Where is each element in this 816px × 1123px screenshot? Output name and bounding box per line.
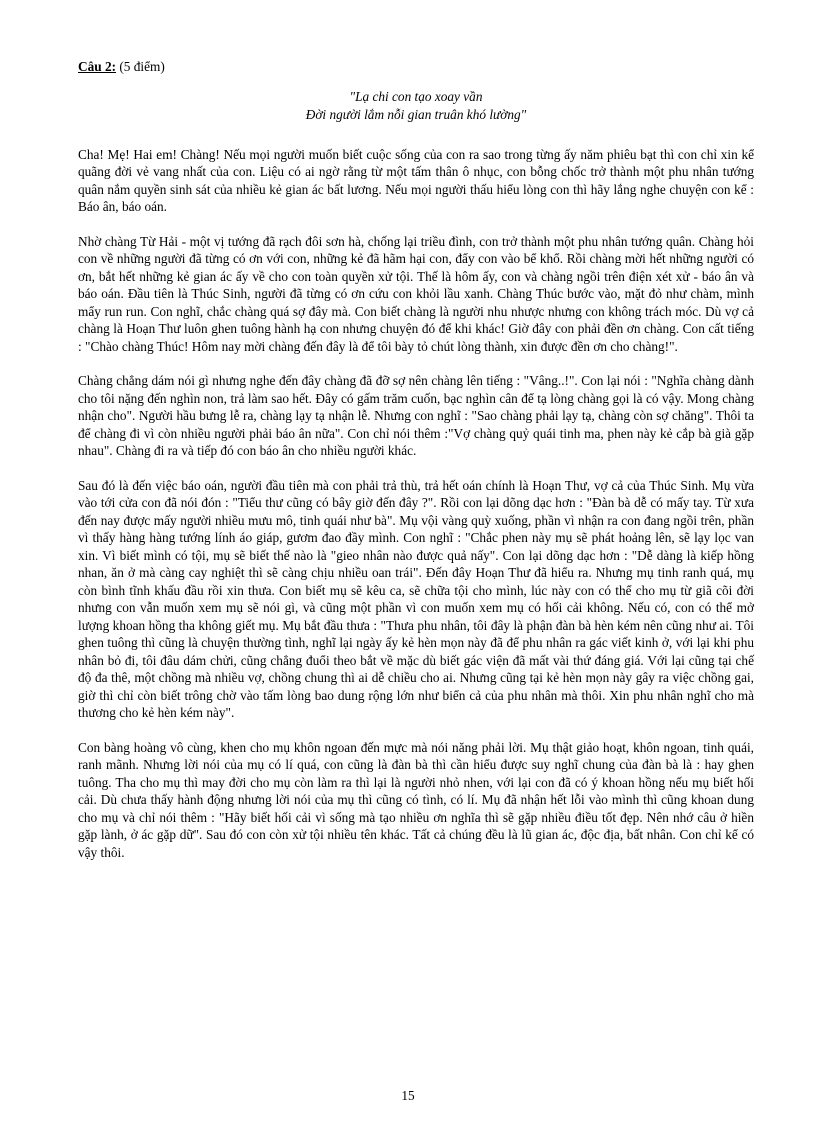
epigraph-line: "Lạ chi con tạo xoay vần <box>349 88 483 104</box>
body-paragraph: Con bàng hoàng vô cùng, khen cho mụ khôn ngoan đến mực mà nói năng phải lời. Mụ thật giảo hoạt, khôn ngoan, tinh quái, ranh mãnh. Nhưng lời nói của mụ có lí quá, con cũng là đàn bà thì cần hiểu được suy nghĩ chung của đàn bà là : hay ghen tuông. Tha cho mụ thì may đời cho mụ còn làm ra thì lại là người nhỏ nhen, với lại con đã có ý khoan hồng nếu mụ biết hối cải. Dù chưa thấy hành động nhưng lời nói của mụ thì cũng có tình, có lí. Mụ đã nhận hết lỗi vào mình thì cũng khoan dung cho mụ và chỉ nói thêm : "Hãy biết hối cải vì sống mà tạo nhiều ơn nghĩa thì sẽ gặp nhiều điều tốt đẹp. Nên nhớ câu ở hiền gặp lành, ở ác gặp dữ". Sau đó con còn xử tội nhiều tên khác. Tất cả chúng đều là lũ gian ác, độc địa, bất nhân. Con chỉ kể có vậy thôi. <box>78 739 754 860</box>
epigraph <box>78 88 754 124</box>
epigraph-line: Đời người lắm nỗi gian truân khó lường" <box>305 106 527 122</box>
question-heading <box>78 58 754 76</box>
question-label: Câu 2: <box>78 59 117 74</box>
body-paragraph: Cha! Mẹ! Hai em! Chàng! Nếu mọi người muốn biết cuộc sống của con ra sao trong từng ấy năm phiêu bạt thì con chỉ xin kể quãng đời vẻ vang nhất của con. Liệu có ai ngờ rằng từ một tấm thân ô nhục, con bỗng chốc trở thành một phu nhân tướng quân nắm quyền sinh sát của nhiều kẻ gian ác bất lương. Nếu mọi người thấu hiểu lòng con thì hãy lắng nghe chuyện con kể : Báo ân, báo oán. <box>78 146 754 214</box>
body-paragraph: Nhờ chàng Từ Hải - một vị tướng đã rạch đôi sơn hà, chống lại triều đình, con trở thành một phu nhân tướng quân. Chàng hỏi con về những người đã từng có ơn với con, những kẻ đã hãm hại con, đẩy con vào bể khổ. Rồi chàng mời hết những người có ơn, bắt hết những kẻ gian ác ấy về cho con toàn quyền xử tội. Thế là hôm ấy, con và chàng ngồi trên điện xét xử - báo ân và báo oán. Đầu tiên là Thúc Sinh, người đã từng có ơn cứu con khỏi lầu xanh. Chàng Thúc bước vào, mặt đỏ như chàm, mình mẩy run run. Con nghĩ, chắc chàng quá sợ đây mà. Con biết chàng là người nhu nhược nhưng con không trách móc. Dù vợ cả chàng là Hoạn Thư luôn ghen tuông hành hạ con nhưng chuyện đó để khi khác! Giờ đây con phải đền ơn chàng. Con cất tiếng : "Chào chàng Thúc! Hôm nay mời chàng đến đây là để tôi bày tỏ chút lòng thành, xin được đền ơn cho chàng!". <box>78 233 754 354</box>
question-points: (5 điểm) <box>116 59 165 74</box>
body-paragraph: Sau đó là đến việc báo oán, người đầu tiên mà con phải trả thù, trả hết oán chính là Hoạn Thư, vợ cả của Thúc Sinh. Mụ vừa vào tới cửa con đã nói đón : "Tiểu thư cũng có bây giờ đến đây ?". Rồi con lại dõng dạc hơn : "Đàn bà dễ có mấy tay. Từ xưa đến nay được mấy người nhiều mưu mô, tinh quái như bà". Mụ vội vàng quỳ xuống, phần vì nhận ra con đang ngồi trên, phần vì thấy hàng hàng tướng lính áo giáp, gươm đao đầy mình. Con nghĩ : "Chắc phen này mụ sẽ phát hoảng lên, sẽ lạy lọc van xin. Vì biết mình có tội, mụ sẽ biết thế nào là "gieo nhân nào được quả nấy". Con lại dõng dạc hơn : "Dễ dàng là kiếp hồng nhan, ăn ở mà càng cay nghiệt thì sẽ càng chịu nhiều oan trái". Đến đây Hoạn Thư đã hiểu ra. Nhưng mụ tinh ranh quá, mụ còn bình tĩnh khấu đầu rồi xin thưa. Con biết mụ sẽ kêu ca, sẽ chữa tội cho mình, lúc này con có thể cho mụ từ giã cõi đời nhưng con vẫn muốn xem mụ sẽ nói gì, và cũng một phần vì con muốn xem mụ có hối cải không. Nếu có, con có thể mở lượng khoan hồng tha không giết mụ. Mụ bắt đầu thưa : "Thưa phu nhân, tôi đây là phận đàn bà hèn kém nên cũng như ai. Tôi ghen tuông thì cũng là chuyện thường tình, nghĩ lại ngày ấy kẻ hèn mọn này đã để phu nhân ra gác viết kinh ở, với lại khi phu nhân bỏ đi, tôi đâu dám chửi, cũng chẳng đuổi theo bắt về mặc dù biết gác viện đã mất vài thứ đáng giá. Với lại cũng tại chế độ đa thê, một chồng mà nhiều vợ, chồng chung thì ai dễ chiều cho ai. Nhưng cũng tại kẻ hèn mọn này gây ra việc chồng gai, giờ thì chỉ còn biết trông chờ vào tấm lòng bao dung rộng lớn như biển cả của phu nhân mà thôi. Xin phu nhân nghĩ cho mà thương cho kẻ hèn kém này". <box>78 477 754 720</box>
body-paragraph: Chàng chẳng dám nói gì nhưng nghe đến đây chàng đã đỡ sợ nên chàng lên tiếng : "Vâng..!". Con lại nói : "Nghĩa chàng dành cho tôi nặng đến nghìn non, trả làm sao hết. Đây có gấm trăm cuốn, bạc nghìn cân để tạ lòng chàng gọi là có vậy. Mong chàng nhận cho". Người hầu bưng lễ ra, chàng lạy tạ nhận lễ. Nhưng con nghĩ : "Sao chàng phải lạy tạ, chàng còn sợ chăng". Thôi ta để chàng đi vì còn nhiều người phải báo ân nữa". Con chỉ nói thêm :"Vợ chàng quỷ quái tinh ma, phen này kẻ cắp bà già gặp nhau". Chàng đi ra và tiếp đó con báo ân cho nhiều người khác. <box>78 373 754 458</box>
page-number: 15 <box>401 1088 415 1103</box>
document-page <box>78 58 754 878</box>
